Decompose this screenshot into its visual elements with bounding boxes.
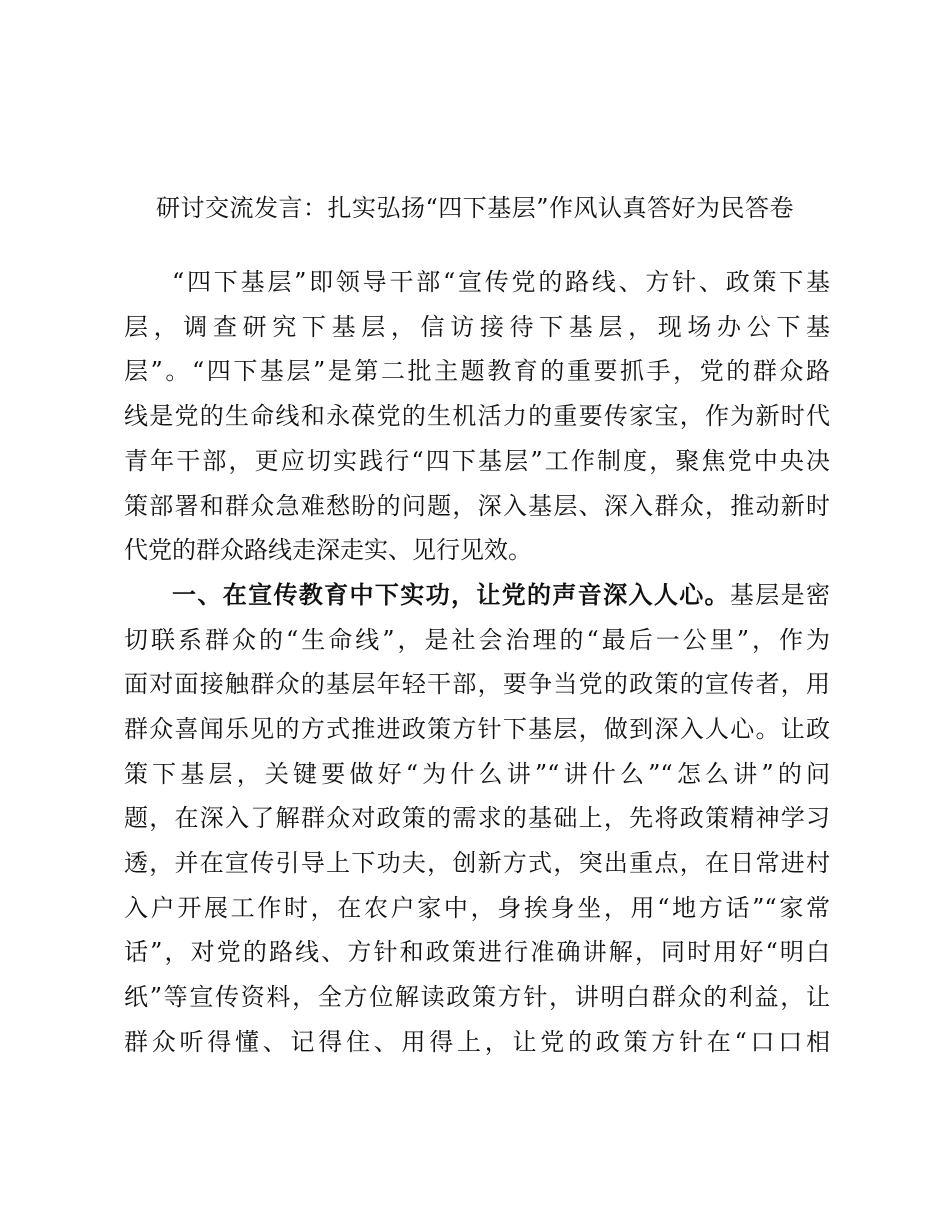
paragraph-2-line-11: 群众听得懂、记得住、用得上，让党的政策方针在“口口相 (124, 1028, 830, 1056)
document-title: 研讨交流发言：扎实弘扬“四下基层”作风认真答好为民答卷 (155, 194, 795, 222)
paragraph-2-line-1 (172, 575, 830, 615)
paragraph-1-line-4: 线是党的生命线和永葆党的生机活力的重要传家宝，作为新时代 (124, 402, 830, 430)
paragraph-1-line-3: 层”。“四下基层”是第二批主题教育的重要抓手，党的群众路 (124, 357, 830, 385)
section-heading: 一、在宣传教育中下实功，让党的声音深入人心。 (172, 581, 730, 609)
paragraph-2-line-7: 透，并在宣传引导上下功夫，创新方式，突出重点，在日常进村 (124, 849, 830, 877)
paragraph-1-line-5: 青年干部，更应切实践行“四下基层”工作制度，聚焦党中央决 (124, 447, 830, 475)
paragraph-2-line-5: 策下基层，关键要做好“为什么讲”“讲什么”“怎么讲”的问 (124, 760, 830, 788)
paragraph-2-line-3: 面对面接触群众的基层年轻干部，要争当党的政策的宣传者，用 (124, 670, 830, 698)
paragraph-2-line-8: 入户开展工作时，在农户家中，身挨身坐，用“地方话”“家常 (124, 894, 830, 922)
paragraph-2-line-10: 纸”等宣传资料，全方位解读政策方针，讲明白群众的利益，让 (124, 983, 830, 1011)
paragraph-2-line-4: 群众喜闻乐见的方式推进政策方针下基层，做到深入人心。让政 (124, 715, 830, 743)
paragraph-2-line-1-rest: 基层是密 (729, 581, 831, 609)
paragraph-1-line-6: 策部署和群众急难愁盼的问题，深入基层、深入群众，推动新时 (124, 492, 830, 520)
paragraph-2-line-9: 话”，对党的路线、方针和政策进行准确讲解，同时用好“明白 (124, 938, 830, 966)
paragraph-1-line-7: 代党的群众路线走深走实、见行见效。 (124, 536, 532, 564)
paragraph-2-line-2: 切联系群众的“生命线”，是社会治理的“最后一公里”，作为 (124, 626, 830, 654)
paragraph-1-line-2: 层，调查研究下基层，信访接待下基层，现场办公下基 (124, 313, 830, 341)
paragraph-1-line-1: “四下基层”即领导干部“宣传党的路线、方针、政策下基 (172, 268, 830, 296)
paragraph-2-line-6: 题，在深入了解群众对政策的需求的基础上，先将政策精神学习 (124, 804, 830, 832)
